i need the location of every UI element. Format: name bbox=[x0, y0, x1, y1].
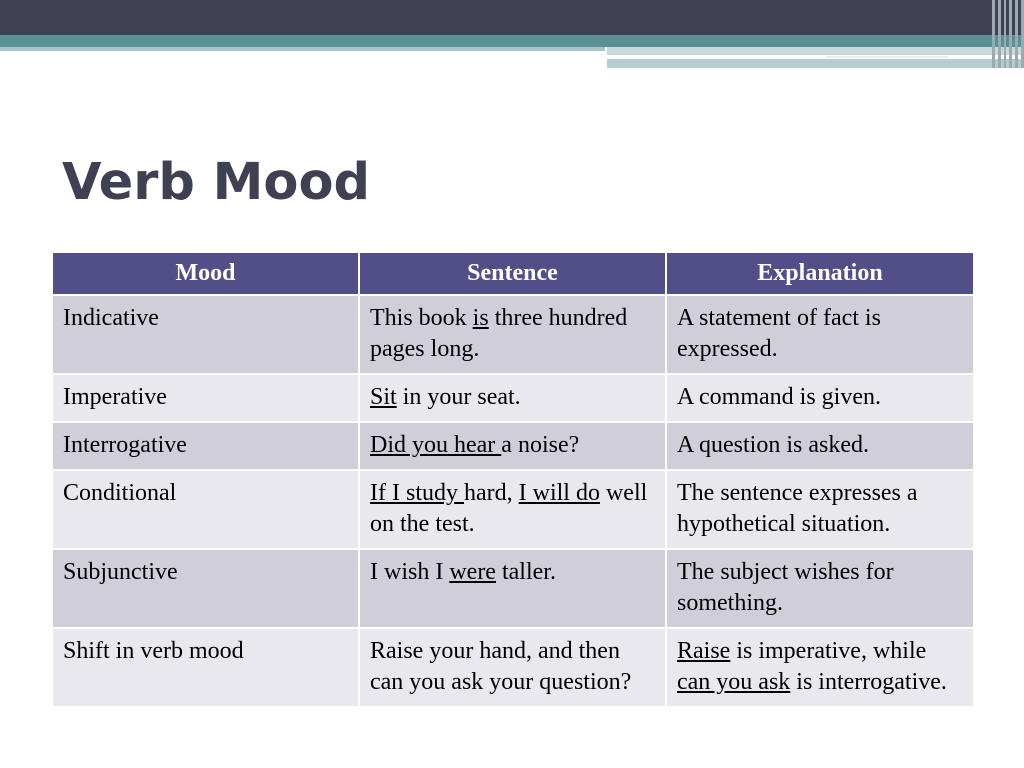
column-header-sentence: Sentence bbox=[359, 252, 666, 295]
cell-explanation bbox=[666, 295, 974, 374]
header-stripes bbox=[992, 0, 1024, 68]
table-header-row bbox=[52, 252, 974, 295]
cell-mood: Shift in verb mood bbox=[52, 628, 359, 707]
underlined-text: Did you hear bbox=[370, 432, 502, 458]
header-bar-light bbox=[607, 47, 1024, 55]
column-header-mood: Mood bbox=[52, 252, 359, 295]
underlined-text: is bbox=[472, 305, 489, 331]
header-bar-dark bbox=[0, 0, 1024, 35]
header-bar-light bbox=[607, 59, 1024, 68]
header-bar-thin bbox=[826, 56, 948, 58]
slide-title: Verb Mood bbox=[62, 153, 371, 212]
text-segment: taller. bbox=[495, 559, 556, 585]
text-segment: A question is asked. bbox=[677, 432, 869, 458]
cell-mood: Indicative bbox=[52, 295, 359, 374]
underlined-text: If I study bbox=[370, 480, 464, 506]
cell-mood: Subjunctive bbox=[52, 549, 359, 628]
text-segment: Raise your hand, and then can you ask your question? bbox=[370, 638, 632, 695]
text-segment: A command is given. bbox=[677, 384, 881, 410]
text-segment: well on the test. bbox=[370, 480, 648, 537]
table-row bbox=[52, 470, 974, 549]
text-segment: The subject wishes for something. bbox=[677, 559, 894, 616]
cell-explanation bbox=[666, 374, 974, 422]
text-segment: is interrogative. bbox=[790, 669, 947, 695]
cell-sentence bbox=[359, 295, 666, 374]
header-bar-light bbox=[0, 47, 605, 51]
cell-explanation bbox=[666, 628, 974, 707]
cell-explanation bbox=[666, 422, 974, 470]
column-header-explanation: Explanation bbox=[666, 252, 974, 295]
table-row bbox=[52, 374, 974, 422]
table-row bbox=[52, 295, 974, 374]
cell-sentence bbox=[359, 422, 666, 470]
cell-sentence bbox=[359, 549, 666, 628]
table-row bbox=[52, 628, 974, 707]
cell-explanation bbox=[666, 549, 974, 628]
underlined-text: Sit bbox=[370, 384, 397, 410]
verb-mood-table bbox=[51, 251, 975, 708]
text-segment: in your seat. bbox=[396, 384, 521, 410]
underlined-text: can you ask bbox=[677, 669, 791, 695]
text-segment: hard, bbox=[463, 480, 519, 506]
table-row bbox=[52, 422, 974, 470]
cell-mood: Interrogative bbox=[52, 422, 359, 470]
text-segment: a noise? bbox=[501, 432, 580, 458]
text-segment: I wish I bbox=[370, 559, 450, 585]
cell-mood: Imperative bbox=[52, 374, 359, 422]
text-segment: The sentence expresses a hypothetical situation. bbox=[677, 480, 918, 537]
cell-explanation bbox=[666, 470, 974, 549]
cell-sentence bbox=[359, 628, 666, 707]
text-segment: A statement of fact is expressed. bbox=[677, 305, 881, 362]
header-bar-teal bbox=[0, 35, 1024, 47]
cell-sentence bbox=[359, 470, 666, 549]
table-row bbox=[52, 549, 974, 628]
underlined-text: were bbox=[449, 559, 496, 585]
text-segment: This book bbox=[370, 305, 473, 331]
table-body bbox=[52, 295, 974, 707]
text-segment: three hundred pages long. bbox=[370, 305, 628, 362]
text-segment: is imperative, while bbox=[730, 638, 927, 664]
cell-sentence bbox=[359, 374, 666, 422]
cell-mood: Conditional bbox=[52, 470, 359, 549]
underlined-text: Raise bbox=[677, 638, 731, 664]
underlined-text: I will do bbox=[518, 480, 600, 506]
